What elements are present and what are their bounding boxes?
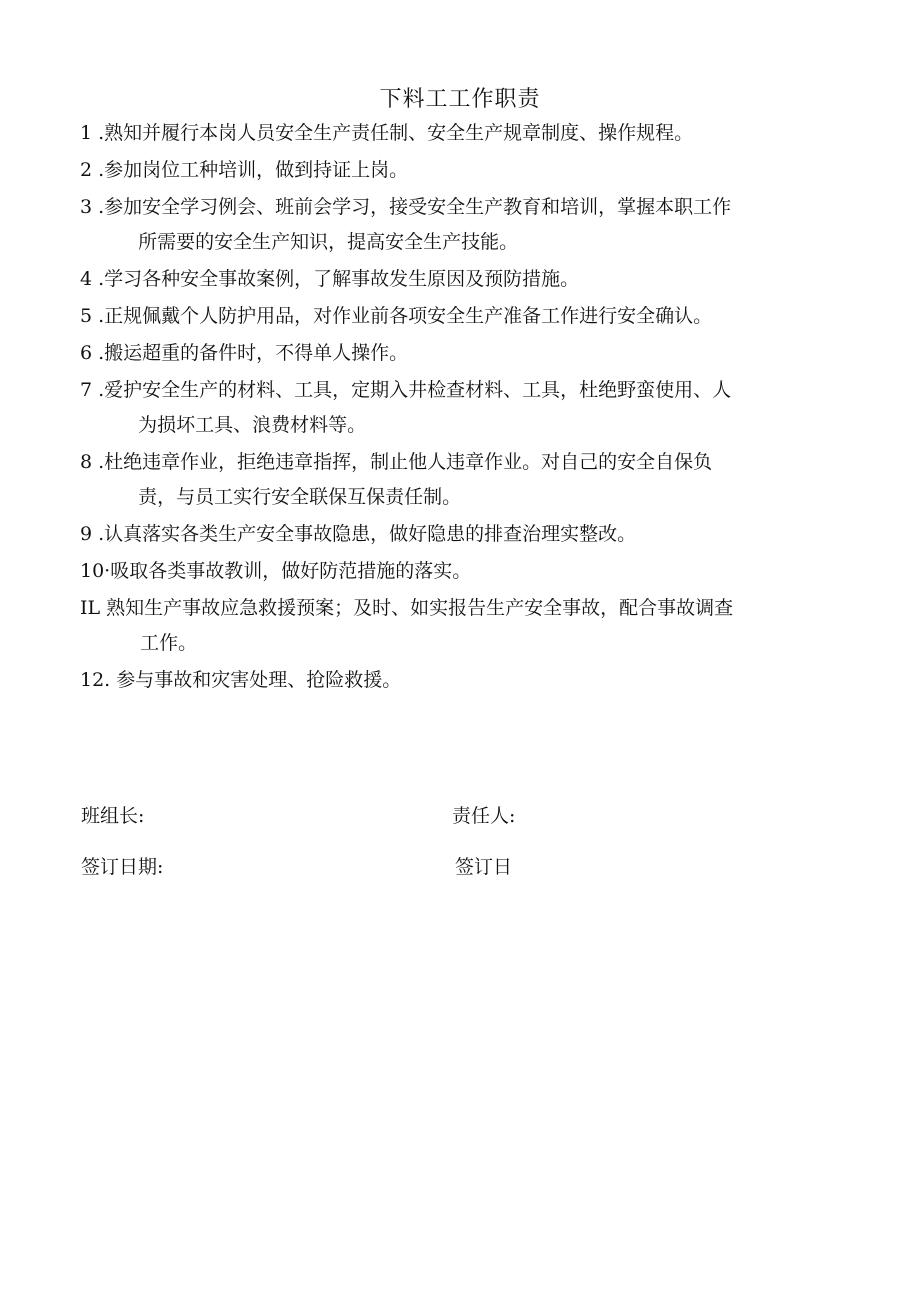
item-line: 参与事故和灾害处理、抢险救援。 [116, 669, 402, 691]
item-text [106, 591, 840, 661]
item-number: 8 . [80, 451, 105, 473]
item-text [116, 663, 840, 698]
duty-item-5 [80, 299, 840, 334]
item-line: 熟知并履行本岗人员安全生产责任制、安全生产规章制度、操作规程。 [104, 122, 694, 144]
duty-item-9 [80, 517, 840, 552]
sign-date-label: 签订日期: [81, 856, 164, 878]
item-text [104, 373, 840, 443]
item-line-continued: 所需要的安全生产知识，提高安全生产技能。 [138, 231, 519, 253]
item-text [104, 299, 840, 334]
duty-item-10 [80, 554, 840, 589]
duty-item-2 [80, 153, 840, 188]
duty-item-11 [80, 591, 840, 661]
item-number: 10· [80, 560, 111, 582]
duty-item-3 [80, 190, 840, 260]
item-line: 搬运超重的备件时，不得单人操作。 [104, 342, 409, 364]
duty-item-12 [80, 663, 840, 698]
item-line: 爱护安全生产的材料、工具，定期入井检查材料、工具，杜绝野蛮使用、人 [104, 379, 732, 401]
duty-item-7 [80, 373, 840, 443]
item-text [110, 554, 840, 589]
item-number: 7 . [80, 379, 105, 401]
item-line: 参加安全学习例会、班前会学习，接受安全生产教育和培训，掌握本职工作 [104, 196, 732, 218]
duty-item-1 [80, 116, 840, 151]
item-number: 4 . [80, 268, 105, 290]
item-number: 6 . [80, 342, 105, 364]
item-number: 1 . [80, 122, 105, 144]
item-number: 2 . [80, 159, 105, 181]
item-line: 吸取各类事故教训，做好防范措施的落实。 [110, 560, 472, 582]
item-line: 正规佩戴个人防护用品，对作业前各项安全生产准备工作进行安全确认。 [104, 305, 713, 327]
duty-item-6 [80, 336, 840, 371]
item-number: 3 . [80, 196, 105, 218]
item-line: 参加岗位工种培训，做到持证上岗。 [104, 159, 409, 181]
duty-item-4 [80, 262, 840, 297]
item-text [104, 116, 840, 151]
item-text [104, 336, 840, 371]
item-line-continued: 工作。 [140, 632, 198, 654]
item-line: 熟知生产事故应急救援预案；及时、如实报告生产安全事故，配合事故调查 [106, 597, 734, 619]
item-line-continued: 为损坏工具、浪费材料等。 [138, 414, 367, 436]
document-title: 下料工工作职责 [379, 87, 541, 112]
item-line-continued: 责，与员工实行安全联保互保责任制。 [138, 486, 462, 508]
responsible-person-label: 责任人: [452, 805, 516, 827]
item-text [104, 262, 840, 297]
item-line: 杜绝违章作业，拒绝违章指挥，制止他人违章作业。对自己的安全自保负 [104, 451, 713, 473]
sign-date-label-right: 签订日 [455, 856, 513, 878]
item-text [104, 445, 840, 515]
duty-list [80, 116, 840, 700]
item-line: 学习各种安全事故案例，了解事故发生原因及预防措施。 [104, 268, 580, 290]
item-line: 认真落实各类生产安全事故隐患，做好隐患的排查治理实整改。 [104, 523, 637, 545]
item-number: 9 . [80, 523, 105, 545]
item-number: 12. [80, 669, 117, 691]
duty-item-8 [80, 445, 840, 515]
item-number: IL [80, 597, 107, 619]
team-leader-label: 班组长: [81, 805, 145, 827]
item-text [104, 153, 840, 188]
item-text [104, 517, 840, 552]
item-text [104, 190, 840, 260]
item-number: 5 . [80, 305, 105, 327]
